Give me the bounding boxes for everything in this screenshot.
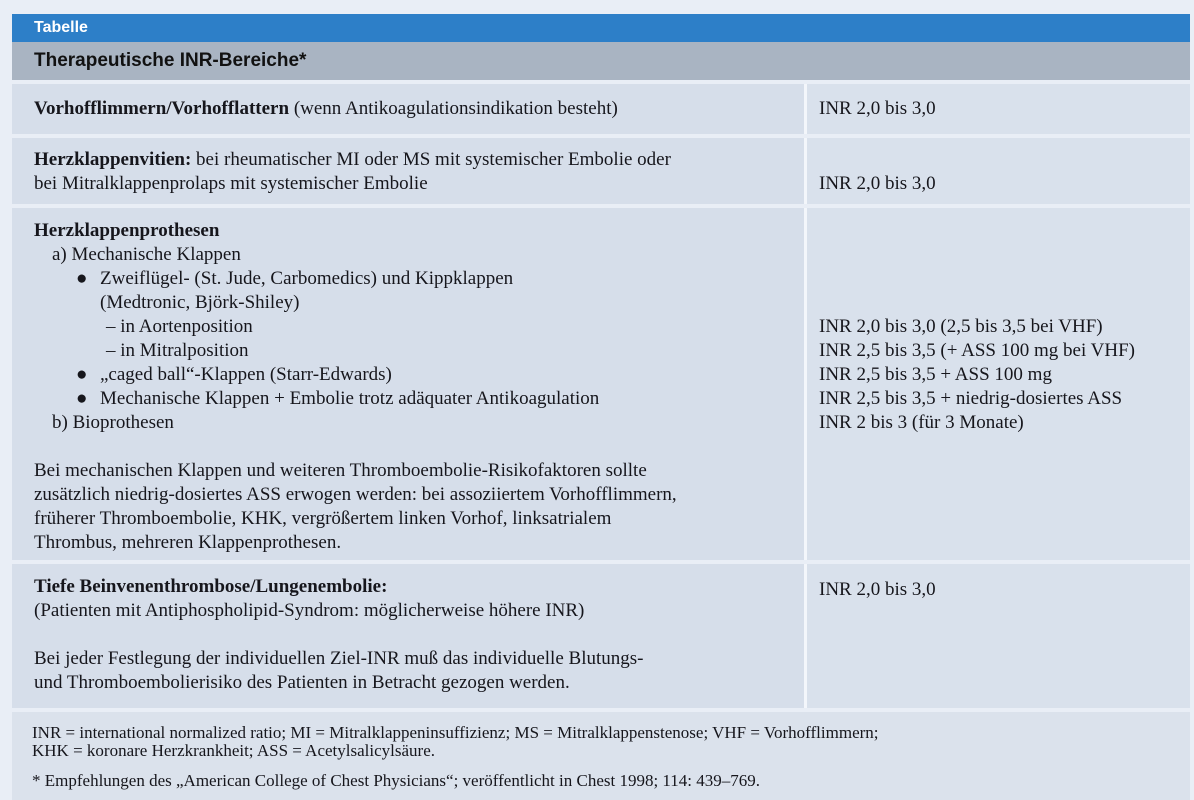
list-item [34,267,802,291]
list-item-continuation: (Medtronic, Björk-Shiley) [100,292,300,313]
inr-value: INR 2,5 bis 3,5 + ASS 100 mg [819,364,1052,385]
row-inr-cell [804,84,1190,134]
inr-value: INR 2,5 bis 3,5 (+ ASS 100 mg bei VHF) [819,340,1135,361]
note-line: Bei jeder Festlegung der individuellen Ziel-INR muß das individuelle Blutungs- [34,648,644,669]
indication-heading: Vorhofflimmern/Vorhofflattern [34,98,290,119]
table-footer [12,712,1190,800]
bullet-icon: ● [76,388,88,409]
list-item [34,363,802,387]
indication-detail: (Patienten mit Antiphospholipid-Syndrom: möglicherweise höhere INR) [34,600,585,621]
row-indication-cell [12,208,802,560]
bioprostheses-label: b) Bioprothesen [52,412,174,433]
row-indication-cell [12,84,802,134]
indication-heading: Tiefe Beinvenenthrombose/Lungenembolie: [34,576,388,597]
list-item-text: „caged ball“-Klappen (Starr-Edwards) [100,364,392,385]
note-line: zusätzlich niedrig-dosiertes ASS erwogen werden: bei assoziiertem Vorhofflimmern, [34,484,677,505]
list-item-text: Zweiflügel- (St. Jude, Carbomedics) und Kippklappen [100,268,514,289]
table-row-thrombose [12,564,1190,708]
table-title: Therapeutische INR-Bereiche* [12,42,1190,80]
indication-heading: Herzklappenprothesen [34,220,220,241]
note-line: Thrombus, mehreren Klappenprothesen. [34,532,342,553]
indication-heading: Herzklappenvitien: [34,149,192,170]
note-line: Bei mechanischen Klappen und weiteren Thromboembolie-Risikofaktoren sollte [34,460,647,481]
row-inr-cell [804,138,1190,204]
row-inr-cell [804,564,1190,708]
sub-item-aortic: – in Aortenposition [106,316,253,337]
inr-value: INR 2,5 bis 3,5 + niedrig-dosiertes ASS [819,388,1123,409]
table-row-vorhofflimmern [12,84,1190,134]
mechanical-valves-label: a) Mechanische Klappen [52,244,241,265]
list-item-text: Mechanische Klappen + Embolie trotz adäquater Antikoagulation [100,388,600,409]
inr-value: INR 2,0 bis 3,0 (2,5 bis 3,5 bei VHF) [819,316,1103,337]
bullet-icon: ● [76,364,88,385]
abbreviation-line: INR = international normalized ratio; MI = Mitralklappeninsuffizienz; MS = Mitralklappenstenose; VHF = Vorhofflimmern; [32,723,879,742]
abbreviations [32,712,1190,760]
note-line: und Thromboembolierisiko des Patienten in Betracht gezogen werden. [34,672,570,693]
table-row-herzklappenprothesen [12,208,1190,560]
table-tab-label: Tabelle [12,14,1190,42]
bullet-icon: ● [76,268,88,289]
indication-detail: (wenn Antikoagulationsindikation besteht) [289,98,618,119]
indication-detail-line2: bei Mitralklappenprolaps mit systemischer Embolie [34,173,428,194]
spacer [34,623,802,647]
footnote [32,760,1190,790]
row-indication-cell [12,564,802,708]
inr-value: INR 2,0 bis 3,0 [819,173,936,194]
sub-item-mitral: – in Mitralposition [106,340,249,361]
row-indication-cell [12,138,802,204]
inr-value: INR 2 bis 3 (für 3 Monate) [819,412,1024,433]
spacer [34,435,802,459]
indication-text [34,97,802,121]
abbreviation-line: KHK = koronare Herzkrankheit; ASS = Acetylsalicylsäure. [32,741,435,760]
list-item [34,387,802,411]
inr-value: INR 2,0 bis 3,0 [819,579,936,600]
indication-detail: bei rheumatischer MI oder MS mit systemischer Embolie oder [191,149,671,170]
inr-value: INR 2,0 bis 3,0 [819,98,936,119]
footnote-text: * Empfehlungen des „American College of Chest Physicians“; veröffentlicht in Chest 1998; 114: 439–769. [32,771,761,790]
indication-text [34,148,802,172]
note-line: früherer Thromboembolie, KHK, vergrößertem linken Vorhof, linksatrialem [34,508,612,529]
table-row-herzklappenvitien [12,138,1190,204]
row-inr-cell [804,208,1190,560]
